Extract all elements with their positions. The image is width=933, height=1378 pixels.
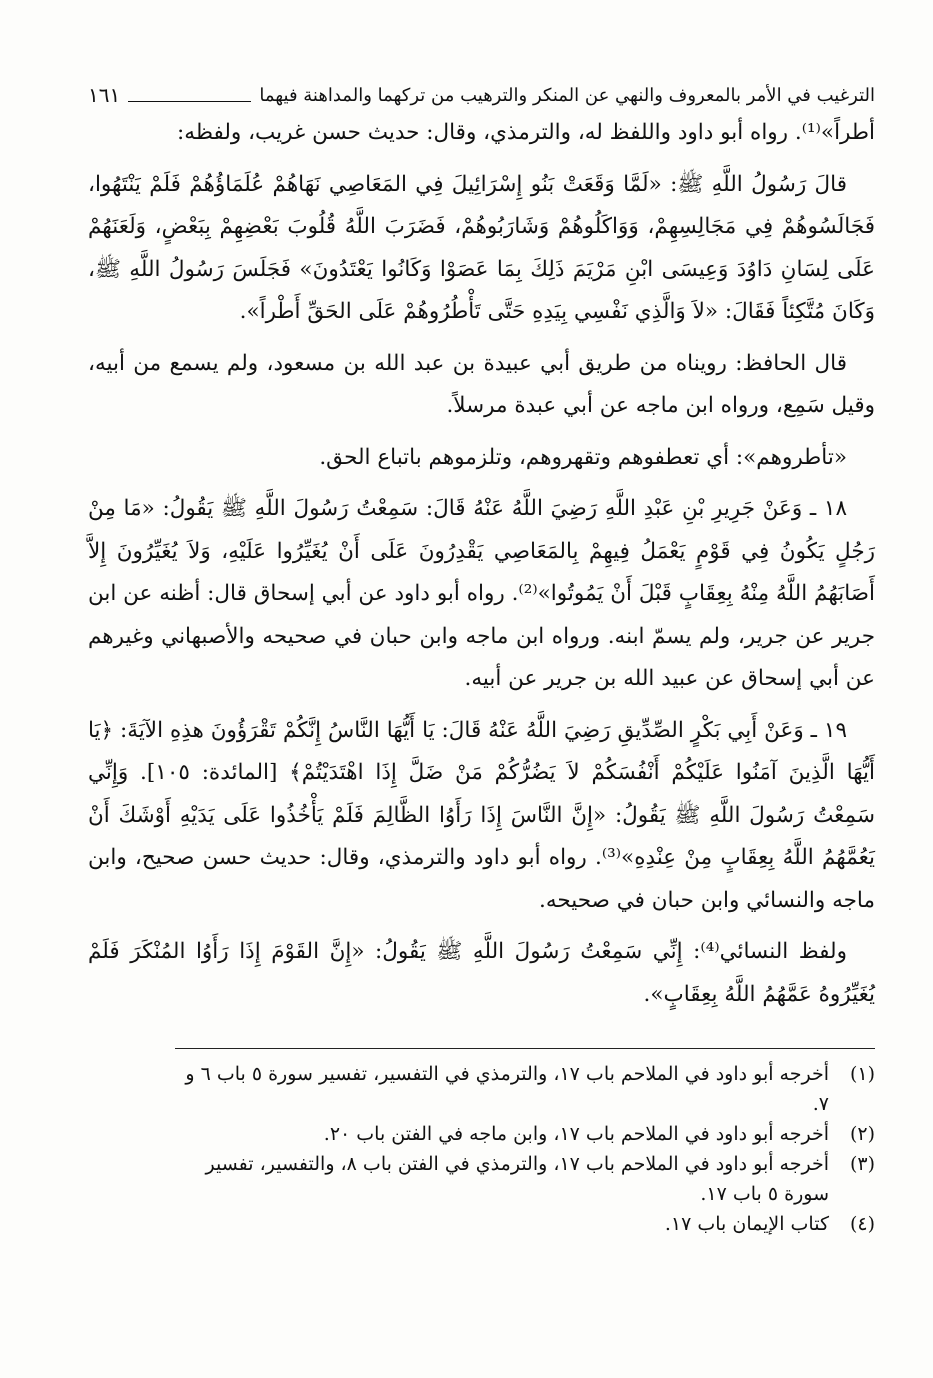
footnote-text: أخرجه أبو داود في الملاحم باب ١٧، والترمذي في الفتن باب ٨، والتفسير، تفسير سورة ٥ باب ١٧. [205,1153,829,1205]
footnote-text: أخرجه أبو داود في الملاحم باب ١٧، والترمذي في التفسير، تفسير سورة ٥ باب ٦ و ٧. [185,1063,829,1115]
hadith-18: ١٨ ـ وَعَنْ جَرِيرِ بْنِ عَبْدِ اللَّهِ رَضِيَ اللَّهُ عَنْهُ قَالَ: سَمِعْتُ رَسُولَ اللَّهِ ﷺ يَقُولُ: «مَا مِنْ رَجُلٍ يَكُونُ فِي قَوْمٍ يَعْمَلُ فِيهِمْ بِالمَعَاصِي يَقْدِرُونَ عَلَى أَنْ يُغَيِّرُوا عَلَيْهِ، وَلاَ يُغَيِّرُونَ إِلاَّ أَصَابَهُمُ اللَّهُ مِنْهُ بِعِقَابٍ قَبْلَ أَنْ يَمُوتُوا»⁽²⁾. رواه أبو داود عن أبي إسحاق قال: أظنه عن ابن جرير عن جرير، ولم يسمّ ابنه. ورواه ابن ماجه وابن حبان في صحيحه والأصبهاني وغيرهم عن أبي إسحاق عن عبيد الله بن جرير عن أبيه. [88,496,876,691]
footnotes [175,1048,875,1239]
footnote-label: (٢) [849,1123,875,1145]
book-page [88,78,875,1239]
footnote-label: (٤) [849,1213,875,1235]
running-header [88,78,875,112]
footnote-label: (٣) [849,1153,875,1175]
footnote-3 [175,1149,875,1209]
footnote-label: (١) [849,1063,875,1085]
footnote-2 [175,1119,875,1149]
footnote-text: كتاب الإيمان باب ١٧. [664,1213,829,1235]
chapter-title: الترغيب في الأمر بالمعروف والنهي عن المنكر والترهيب من تركهما والمداهنة فيهما [259,84,875,106]
paragraph-4: «تأطروهم»: أي تعطفوهم وتقهروهم، وتلزموهم باتباع الحق. [319,444,847,470]
page-number: ١٦١ [88,83,121,107]
paragraph-nasai: ولفظ النسائي⁽⁴⁾: إِنِّي سَمِعْتُ رَسُولَ اللَّهِ ﷺ يَقُولُ: «إِنَّ القَوْمَ إِذَا رَأَوُا المُنْكَرَ فَلَمْ يُغَيِّرُوهُ عَمَّهُمُ اللَّهُ بِعِقَابٍ». [88,939,875,1007]
paragraph-2: قالَ رَسُولُ اللَّهِ ﷺ: «لَمَّا وَقَعَتْ بَنُو إِسْرَائِيلَ فِي المَعَاصِي نَهَاهُمْ عُلَمَاؤُهُمْ فَلَمْ يَنْتَهُوا، فَجَالَسُوهُمْ فِي مَجَالِسِهِمْ، وَوَاكَلُوهُمْ وَشَارَبُوهُمْ، فَضَرَبَ اللَّهُ قُلُوبَ بَعْضِهِمْ بِبَعْضٍ، وَلَعَنَهُمْ عَلَى لِسَانِ دَاوُدَ وَعِيسَى ابْنِ مَرْيَمَ ذَلِكَ بِمَا عَصَوْا وَكَانُوا يَعْتَدُونَ» فَجَلَسَ رَسُولُ اللَّهِ ﷺ، وَكَانَ مُتَّكِئاً فَقَالَ: «لاَ وَالَّذِي نَفْسِي بِيَدِهِ حَتَّى تَأْطُرُوهُمْ عَلَى الحَقِّ أَطْراً». [88,171,875,324]
hadith-19: ١٩ ـ وَعَنْ أَبِي بَكْرٍ الصِّدِّيقِ رَضِيَ اللَّهُ عَنْهُ قَالَ: يَا أَيُّهَا النَّاسُ إِنَّكُمْ تَقْرَؤُونَ هذِهِ الآيَةَ: ﴿يَا أَيُّهَا الَّذِينَ آمَنُوا عَلَيْكُمْ أَنْفُسَكُمْ لاَ يَضُرُّكُمْ مَنْ ضَلَّ إِذَا اهْتَدَيْتُمْ﴾ [المائدة: ١٠٥]. وَإِنِّي سَمِعْتُ رَسُولَ اللَّهِ ﷺ يَقُولُ: «إِنَّ النَّاسَ إِذَا رَأَوُا الظَّالِمَ فَلَمْ يَأْخُذُوا عَلَى يَدَيْهِ أَوْشَكَ أَنْ يَعُمَّهُمُ اللَّهُ بِعِقَابٍ مِنْ عِنْدِهِ»⁽³⁾. رواه أبو داود والترمذي، وقال: حديث حسن صحيح، وابن ماجه والنسائي وابن حبان في صحيحه. [88,717,875,913]
paragraph-1: أطراً»⁽¹⁾. رواه أبو داود واللفظ له، والترمذي، وقال: حديث حسن غريب، ولفظه: [177,120,875,145]
footnote-1 [175,1059,875,1119]
paragraph-3: قال الحافظ: رويناه من طريق أبي عبيدة بن عبد الله بن مسعود، ولم يسمع من أبيه، وقيل سَمِع، ورواه ابن ماجه عن أبي عبدة مرسلاً. [88,350,875,418]
footnote-4 [175,1209,875,1239]
header-rule [128,89,251,102]
footnote-text: أخرجه أبو داود في الملاحم باب ١٧، وابن ماجه في الفتن باب ٢٠. [323,1123,829,1145]
body-text [88,112,875,1016]
